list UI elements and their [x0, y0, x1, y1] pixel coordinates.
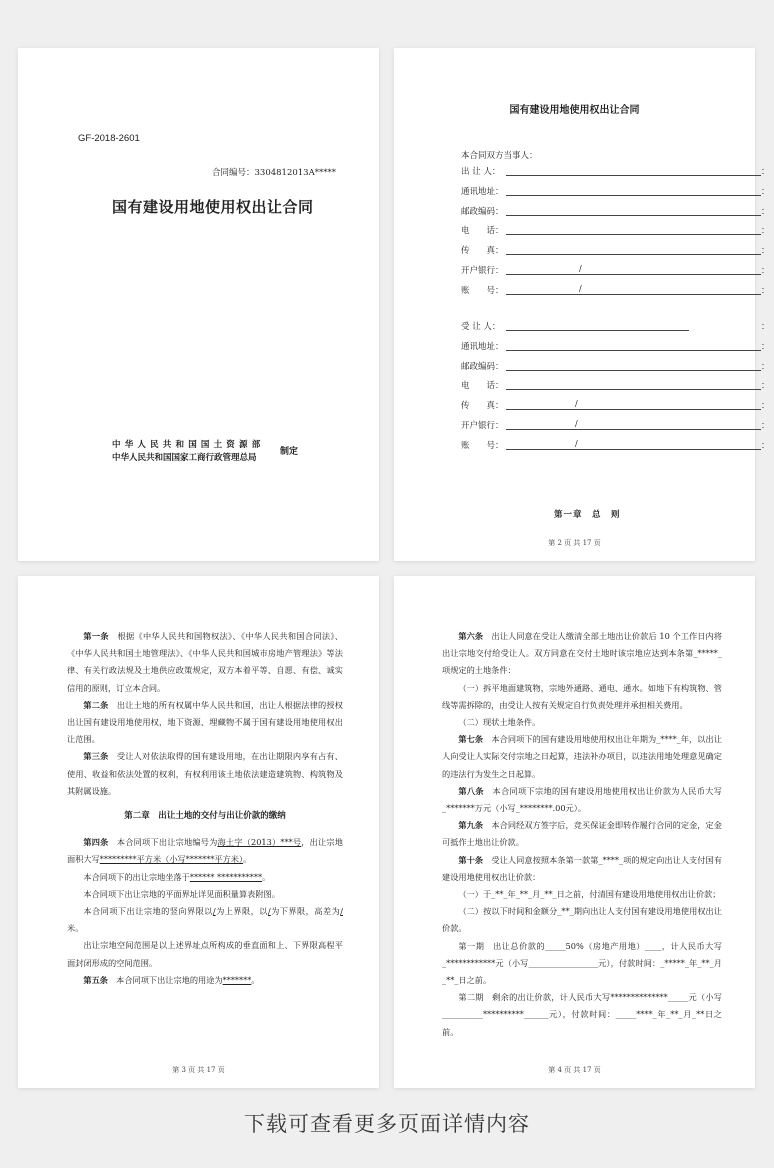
text: 。 [243, 854, 252, 865]
text: 。 [251, 974, 260, 985]
download-prompt[interactable]: 下载可查看更多页面详情内容 [244, 1112, 530, 1136]
text: 。 [262, 871, 271, 882]
upper-limit: / [212, 906, 216, 917]
slash-mark: / [575, 438, 578, 448]
article-heading: 第四条 [83, 837, 109, 848]
article-text: 本合同经双方签字后，竞买保证金即转作履行合同的定金，定金可抵作土地出让价款。 [442, 820, 722, 848]
field-label: 出 让 人： [461, 167, 501, 177]
article-text: 根据《中华人民共和国物权法》、《中华人民共和国合同法》、《中华人民共和国土地管理法》、《中华人民共和国城市房地产管理法》等法律、有关行政法规及土地供应政策规定，双方本着平等、自愿、有偿、诚实信用的原则，订立本合同。 [67, 631, 343, 693]
party-field-row [461, 264, 770, 278]
field-end-colon: ： [761, 266, 770, 276]
lower-limit: / [267, 906, 271, 917]
field-blank-line[interactable] [506, 449, 761, 450]
field-label: 账 号： [461, 440, 504, 451]
article-text: 出让人同意在受让人缴清全部土地出让价款后 10 个工作日内将出让宗地交付给受让人。双方同意在交付土地时该宗地应达到本条第_*****_项规定的土地条件： [442, 631, 722, 676]
party-field-row [461, 379, 770, 393]
field-end-colon: ： [761, 226, 770, 237]
field-blank-line[interactable] [506, 195, 761, 196]
parcel-area: *********平方米（小写*******平方米） [99, 854, 244, 865]
article-heading: 第一条 [83, 631, 109, 641]
article-4-boundary: 本合同项下出让宗地的平面界址详见面积量算表附图。 [83, 888, 280, 899]
article-4 [67, 834, 343, 868]
party-field-row [461, 320, 770, 334]
article-1 [67, 628, 343, 697]
cover-title: 国有建设用地使用权出让合同 [112, 198, 314, 216]
party-field-row [461, 165, 770, 179]
height-diff: / [340, 906, 343, 917]
field-blank-line[interactable] [506, 274, 761, 275]
parties-intro: 本合同双方当事人： [461, 151, 538, 161]
article-10 [442, 852, 722, 886]
article-text: 出让土地的所有权属中华人民共和国，出让人根据法律的授权出让国有建设用地使用权，地下资源、埋藏物不属于国有建设用地使用权出让范围。 [67, 699, 343, 745]
text: 本合同项下出让宗地的竖向界限以 [83, 906, 213, 917]
slash-mark: / [579, 264, 582, 273]
article-heading: 第六条 [458, 631, 484, 641]
article-heading: 第九条 [458, 820, 484, 831]
field-blank-line[interactable] [506, 294, 761, 295]
field-label: 通讯地址： [461, 341, 504, 352]
terms-page-4 [394, 576, 755, 1088]
contract-title: 国有建设用地使用权出让合同 [509, 105, 640, 116]
field-label: 电 话： [461, 226, 504, 237]
party-field-row [461, 283, 770, 298]
article-3 [67, 748, 343, 800]
land-use: ******* [222, 974, 252, 985]
field-blank-line[interactable] [506, 175, 761, 176]
field-end-colon: ： [761, 167, 770, 177]
article-6 [442, 628, 722, 680]
page-body [442, 628, 722, 1041]
chapter-2-heading: 第二章 出让土地的交付与出让价款的缴纳 [124, 811, 286, 822]
field-label: 通讯地址： [461, 186, 504, 197]
article-8 [442, 783, 722, 817]
article-2 [67, 697, 343, 749]
slash-mark: / [579, 283, 582, 293]
article-5 [67, 972, 343, 989]
article-4-space: 出让宗地空间范围是以上述界址点所构成的垂直面和上、下界限高程平面封闭形成的空间范围。 [67, 940, 343, 968]
party-field-row [461, 185, 770, 199]
field-end-colon: ： [761, 186, 770, 197]
text: 为下界限，高差为 [270, 906, 341, 917]
field-label: 账 号： [461, 285, 504, 296]
issuer-ministry-2: 中华人民共和国国家工商行政管理总局 [112, 452, 257, 462]
field-label: 传 真： [461, 246, 504, 257]
article-10-4: 第二期 剩余的出让价款，计人民币大写**************_____元（小写__________**********______元），付款时间：_____****_年_**_月_**日之前。 [442, 992, 722, 1037]
field-blank-line[interactable] [506, 409, 761, 410]
text: 本合同项下出让宗地编号为 [116, 837, 218, 848]
field-label: 开户银行： [461, 266, 504, 276]
field-end-colon: ： [761, 246, 770, 257]
standard-code: GF-2018-2601 [78, 133, 140, 144]
party-field-row [461, 244, 770, 258]
field-blank-line[interactable] [506, 350, 761, 351]
field-end-colon: ： [761, 440, 770, 451]
field-label: 电 话： [461, 381, 504, 392]
field-end-colon: ： [761, 341, 770, 352]
text: 本合同项下出让宗地的用途为 [116, 974, 223, 985]
cover-page [18, 48, 379, 561]
field-blank-line[interactable] [506, 389, 761, 390]
article-text: 本合同项下的国有建设用地使用权出让年期为_****_年，以出让人向受让人实际交付宗地之日起算，违法补办项目，以违法用地处理意见确定的违法行为发生之日起算。 [442, 734, 722, 779]
field-end-colon: ： [761, 421, 770, 431]
text: 米。 [67, 923, 84, 934]
article-text: 受让人同意按照本条第一款第_****_项的规定向出让人支付国有建设用地使用权出让价款： [442, 854, 722, 882]
article-6-2: （二）现状土地条件。 [458, 717, 541, 728]
article-text: 本合同项下宗地的国有建设用地使用权出让价款为人民币大写_*******万元（小写_********.00元）。 [442, 785, 722, 814]
page-number: 第 2 页 共 17 页 [548, 539, 601, 547]
issuer-ministry-1: 中华人民共和国国土资源部 [112, 439, 265, 449]
field-blank-line[interactable] [506, 370, 761, 371]
field-label: 受 让 人： [461, 322, 501, 332]
field-label: 开户银行： [461, 421, 504, 431]
slash-mark: / [575, 419, 578, 428]
field-end-colon: ： [761, 322, 770, 332]
terms-page-3 [18, 576, 379, 1088]
article-10-3: 第一期 出让总价款的_____50%（房地产用地）____，计人民币大写_************元（小写_________________元），付款时间：_*****_年_**_月_**_日之前。 [442, 940, 722, 986]
party-field-row [461, 360, 770, 374]
field-end-colon: ： [761, 206, 770, 217]
article-text: 受让人对依法取得的国有建设用地，在出让期限内享有占有、使用、收益和依法处置的权利，有权利用该土地依法建造建筑物、构筑物及其附属设施。 [67, 751, 343, 796]
article-10-1: （一）于_**_年_**_月_**_日之前，付清国有建设用地使用权出让价款； [458, 889, 721, 900]
field-blank-line[interactable] [506, 215, 761, 216]
party-field-row [461, 438, 770, 453]
text: 本合同项下的出让宗地坐落于 [83, 871, 190, 882]
party-field-row [461, 399, 770, 413]
issuer-suffix: 制定 [280, 446, 299, 456]
article-4-vertical [67, 903, 343, 937]
article-heading: 第八条 [458, 785, 484, 796]
field-end-colon: ： [761, 381, 770, 392]
article-heading: 第三条 [83, 751, 109, 762]
field-blank-line[interactable] [506, 330, 689, 331]
field-label: 邮政编码： [461, 361, 504, 372]
field-end-colon: ： [761, 285, 770, 296]
article-9 [442, 817, 722, 851]
party-field-row [461, 419, 770, 433]
field-label: 邮政编码： [461, 206, 504, 217]
article-10-2: （二）按以下时间和金额分_**_期向出让人支付国有建设用地使用权出让价款。 [442, 906, 722, 934]
parties-page [394, 48, 770, 561]
parcel-location: ****** *********** [189, 871, 263, 882]
field-blank-line[interactable] [506, 429, 761, 430]
page-number: 第 4 页 共 17 页 [548, 1066, 601, 1074]
article-heading: 第十条 [458, 854, 484, 865]
article-4-location [67, 869, 343, 886]
party-field-row [461, 205, 770, 219]
parcel-id: 海土字（2013）***号 [217, 837, 302, 848]
contract-number: 合同编号：3304812013A***** [212, 168, 336, 178]
page-number: 第 3 页 共 17 页 [172, 1066, 225, 1074]
slash-mark: / [575, 399, 578, 409]
field-blank-line[interactable] [506, 254, 761, 255]
field-label: 传 真： [461, 401, 504, 412]
article-heading: 第五条 [83, 974, 108, 985]
article-7 [442, 731, 722, 783]
party-field-row [461, 340, 770, 354]
party-field-row [461, 224, 770, 238]
article-heading: 第二条 [83, 699, 109, 710]
text: 为上界限，以 [215, 906, 268, 917]
field-end-colon: ： [761, 361, 770, 372]
article-heading: 第七条 [458, 734, 484, 745]
field-end-colon: ： [761, 401, 770, 412]
article-6-1: （一）拆平地面建筑物，宗地外通路、通电、通水。如地下有构筑物、管线等需拆除的，由受让人按有关规定自行负责处理并承担相关费用。 [442, 682, 722, 710]
field-blank-line[interactable] [506, 234, 761, 235]
text: ，出让宗地面积大写 [67, 837, 343, 865]
page-body [67, 628, 343, 989]
chapter-heading: 第一章 总 则 [554, 510, 621, 520]
